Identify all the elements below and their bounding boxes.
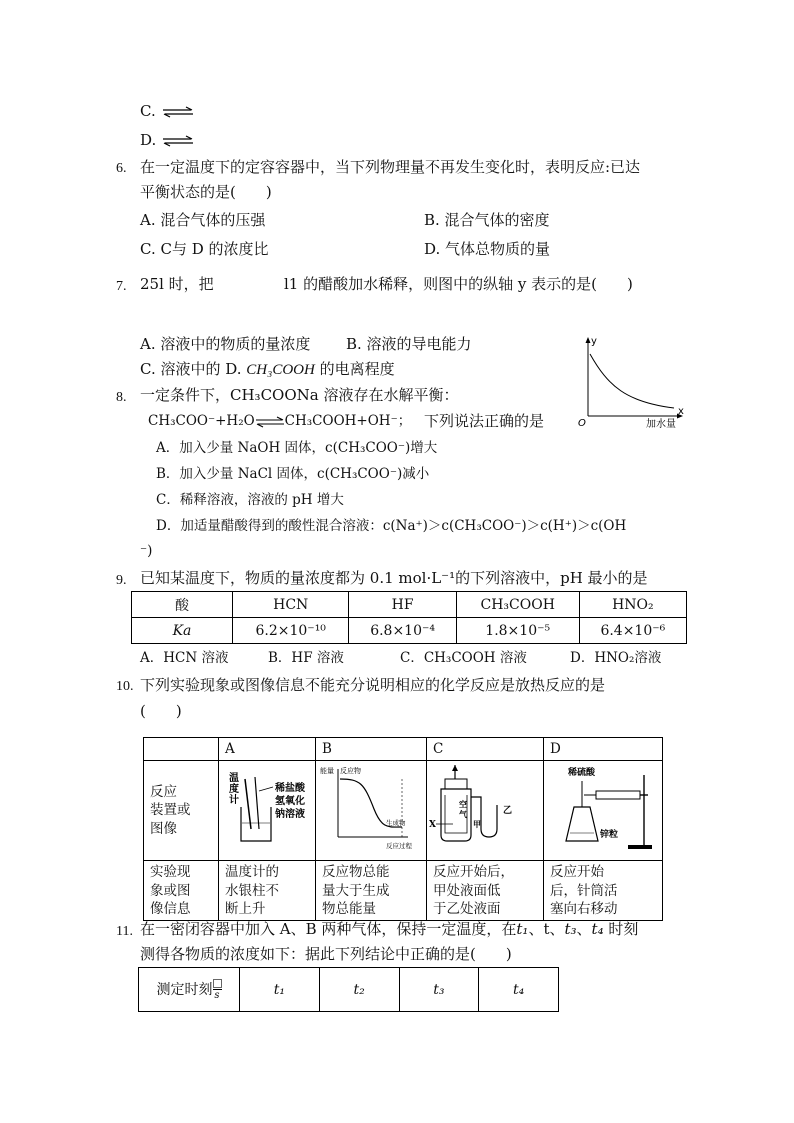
svg-text:稀硫酸: 稀硫酸 — [568, 768, 596, 779]
svg-text:X: X — [429, 820, 436, 831]
equilibrium-arrow-icon — [161, 135, 195, 147]
equilibrium-arrow-icon — [255, 416, 285, 428]
graph-origin: O — [578, 418, 586, 429]
q11-number: 11. — [116, 924, 133, 939]
q11-stem-line2: 测得各物质的浓度如下：据此下列结论中正确的是( ) — [140, 945, 512, 963]
q10-stem-line2: ( ) — [140, 702, 182, 720]
q8-option-b: B．加入少量 NaCl 固体，c(CH₃COO⁻)减小 — [156, 466, 430, 482]
table-cell: t₃ — [399, 968, 479, 1012]
graph-y-label: y — [591, 336, 597, 347]
q8-option-c: C．稀释溶液，溶液的 pH 增大 — [156, 492, 344, 508]
q6-option-c: C. C与 D 的浓度比 — [140, 240, 269, 258]
table-row — [139, 968, 559, 1012]
svg-text:生成物: 生成物 — [386, 819, 406, 828]
q7-number: 7. — [116, 279, 127, 294]
q8-stem-line1: 一定条件下，CH₃COONa 溶液存在水解平衡： — [140, 386, 459, 404]
svg-text:钠溶液: 钠溶液 — [275, 809, 305, 821]
q8-option-d-wrap: ⁻) — [140, 543, 153, 559]
q7-stem-part1: 25l 时，把 — [140, 275, 214, 293]
table-cell: 6.8×10⁻⁴ — [349, 618, 456, 644]
table-row — [132, 618, 687, 644]
q7-option-b: B. 溶液的导电能力 — [346, 335, 472, 353]
table-cell: t₄ — [479, 968, 559, 1012]
svg-text:甲: 甲 — [473, 819, 481, 830]
q9-option-a: A．HCN 溶液 — [140, 650, 229, 666]
svg-text:能量: 能量 — [320, 767, 334, 776]
q6-option-b: B. 混合气体的密度 — [424, 211, 550, 229]
u-tube-apparatus-figure — [427, 761, 541, 855]
table-row — [144, 861, 663, 921]
q6-stem-line2: 平衡状态的是( ) — [140, 183, 272, 201]
q7-option-a: A. 溶液中的物质的量浓度 — [140, 335, 311, 353]
graph-x-axis-text: 加水量 — [646, 419, 676, 430]
table-cell: HF — [349, 592, 456, 618]
table-cell — [427, 761, 544, 861]
table-cell — [316, 761, 427, 861]
q6-number: 6. — [116, 161, 127, 176]
table-cell: 实验现 象或图 像信息 — [144, 861, 219, 921]
table-cell: t₁ — [240, 968, 320, 1012]
table-cell — [219, 761, 316, 861]
table-cell: 酸 — [132, 592, 233, 618]
table-cell: CH₃COOH — [456, 592, 579, 618]
table-cell: 6.4×10⁻⁶ — [579, 618, 686, 644]
table-cell: HCN — [233, 592, 349, 618]
q10-stem-line1: 下列实验现象或图像信息不能充分说明相应的化学反应是放热反应的是 — [140, 676, 606, 694]
q6-option-a: A. 混合气体的压强 — [140, 211, 266, 229]
svg-text:乙: 乙 — [503, 806, 513, 817]
svg-text:反应物: 反应物 — [340, 767, 361, 776]
q11-concentration-table — [138, 967, 559, 1012]
graph-x-label: x — [678, 406, 684, 417]
table-row — [144, 761, 663, 861]
energy-diagram-figure — [316, 761, 424, 855]
table-cell: 反应开始 后，针筒活 塞向右移动 — [544, 861, 663, 921]
q7-option-c: C. 溶液中的 D. CH₃COOH 的电离程度 — [140, 360, 395, 378]
table-cell: B — [316, 738, 427, 761]
q11-stem-line1: 在一密闭容器中加入 A、B 两种气体，保持一定温度，在t₁、t、t₃、t₄ 时刻 — [140, 920, 639, 938]
table-row — [144, 738, 663, 761]
q9-option-b: B．HF 溶液 — [268, 650, 344, 666]
table-cell: HNO₂ — [579, 592, 686, 618]
q10-experiment-table — [143, 737, 663, 921]
table-cell: 测定时刻 s — [139, 968, 240, 1012]
thermometer-apparatus-figure — [219, 761, 315, 855]
q8-option-a: A．加入少量 NaOH 固体，c(CH₃COO⁻)增大 — [156, 440, 438, 456]
q6-stem-line1: 在一定温度下的定容容器中，当下列物理量不再发生变化时，表明反应:已达 — [140, 158, 641, 176]
table-cell: 6.2×10⁻¹⁰ — [233, 618, 349, 644]
q8-option-d: D．加适量醋酸得到的酸性混合溶液：c(Na⁺)＞c(CH₃COO⁻)＞c(H⁺)＞c(OH — [156, 518, 627, 534]
table-cell — [544, 761, 663, 861]
table-cell: t₂ — [319, 968, 399, 1012]
q6-option-d: D. 气体总物质的量 — [424, 240, 551, 258]
syringe-apparatus-figure — [544, 761, 658, 855]
q9-ka-table — [131, 591, 687, 644]
svg-text:气: 气 — [459, 809, 467, 820]
table-cell: 温度计的 水银柱不 断上升 — [219, 861, 316, 921]
svg-text:计: 计 — [229, 795, 239, 807]
q8-stem-tail: 下列说法正确的是 — [424, 412, 545, 430]
q9-option-d: D．HNO₂溶液 — [570, 650, 662, 666]
equilibrium-arrow-icon — [161, 106, 195, 118]
table-cell: D — [544, 738, 663, 761]
table-cell: A — [219, 738, 316, 761]
q5-option-c: C. — [140, 102, 195, 120]
table-cell: 1.8×10⁻⁵ — [456, 618, 579, 644]
q9-option-c: C．CH₃COOH 溶液 — [400, 650, 527, 666]
svg-text:锌粒: 锌粒 — [600, 830, 619, 841]
table-cell: C — [427, 738, 544, 761]
svg-text:稀盐酸: 稀盐酸 — [275, 783, 305, 795]
q8-equation: CH₃COO⁻+H₂O CH₃COOH+OH⁻； — [148, 413, 412, 429]
q8-number: 8. — [116, 390, 127, 405]
svg-text:氢氧化: 氢氧化 — [275, 796, 305, 808]
table-row — [132, 592, 687, 618]
table-cell: 反应 装置或 图像 — [144, 761, 219, 861]
q7-stem-part2: l1 的醋酸加水稀释，则图中的纵轴 y 表示的是( ) — [284, 275, 633, 293]
table-cell: Ka — [132, 618, 233, 644]
q5-option-d: D. — [140, 131, 195, 149]
q9-stem: 已知某温度下，物质的量浓度都为 0.1 mol·L⁻¹的下列溶液中，pH 最小的是 — [140, 569, 648, 587]
svg-text:空: 空 — [459, 799, 467, 810]
svg-text:反应过程: 反应过程 — [386, 842, 412, 851]
q9-number: 9. — [116, 573, 127, 588]
table-cell: 反应开始后， 甲处液面低 于乙处液面 — [427, 861, 544, 921]
svg-text:温: 温 — [229, 773, 239, 785]
table-cell: 反应物总能 量大于生成 物总能量 — [316, 861, 427, 921]
svg-text:度: 度 — [229, 784, 239, 796]
table-cell — [144, 738, 219, 761]
q10-number: 10. — [116, 679, 134, 694]
q7-dilution-graph — [574, 334, 688, 432]
